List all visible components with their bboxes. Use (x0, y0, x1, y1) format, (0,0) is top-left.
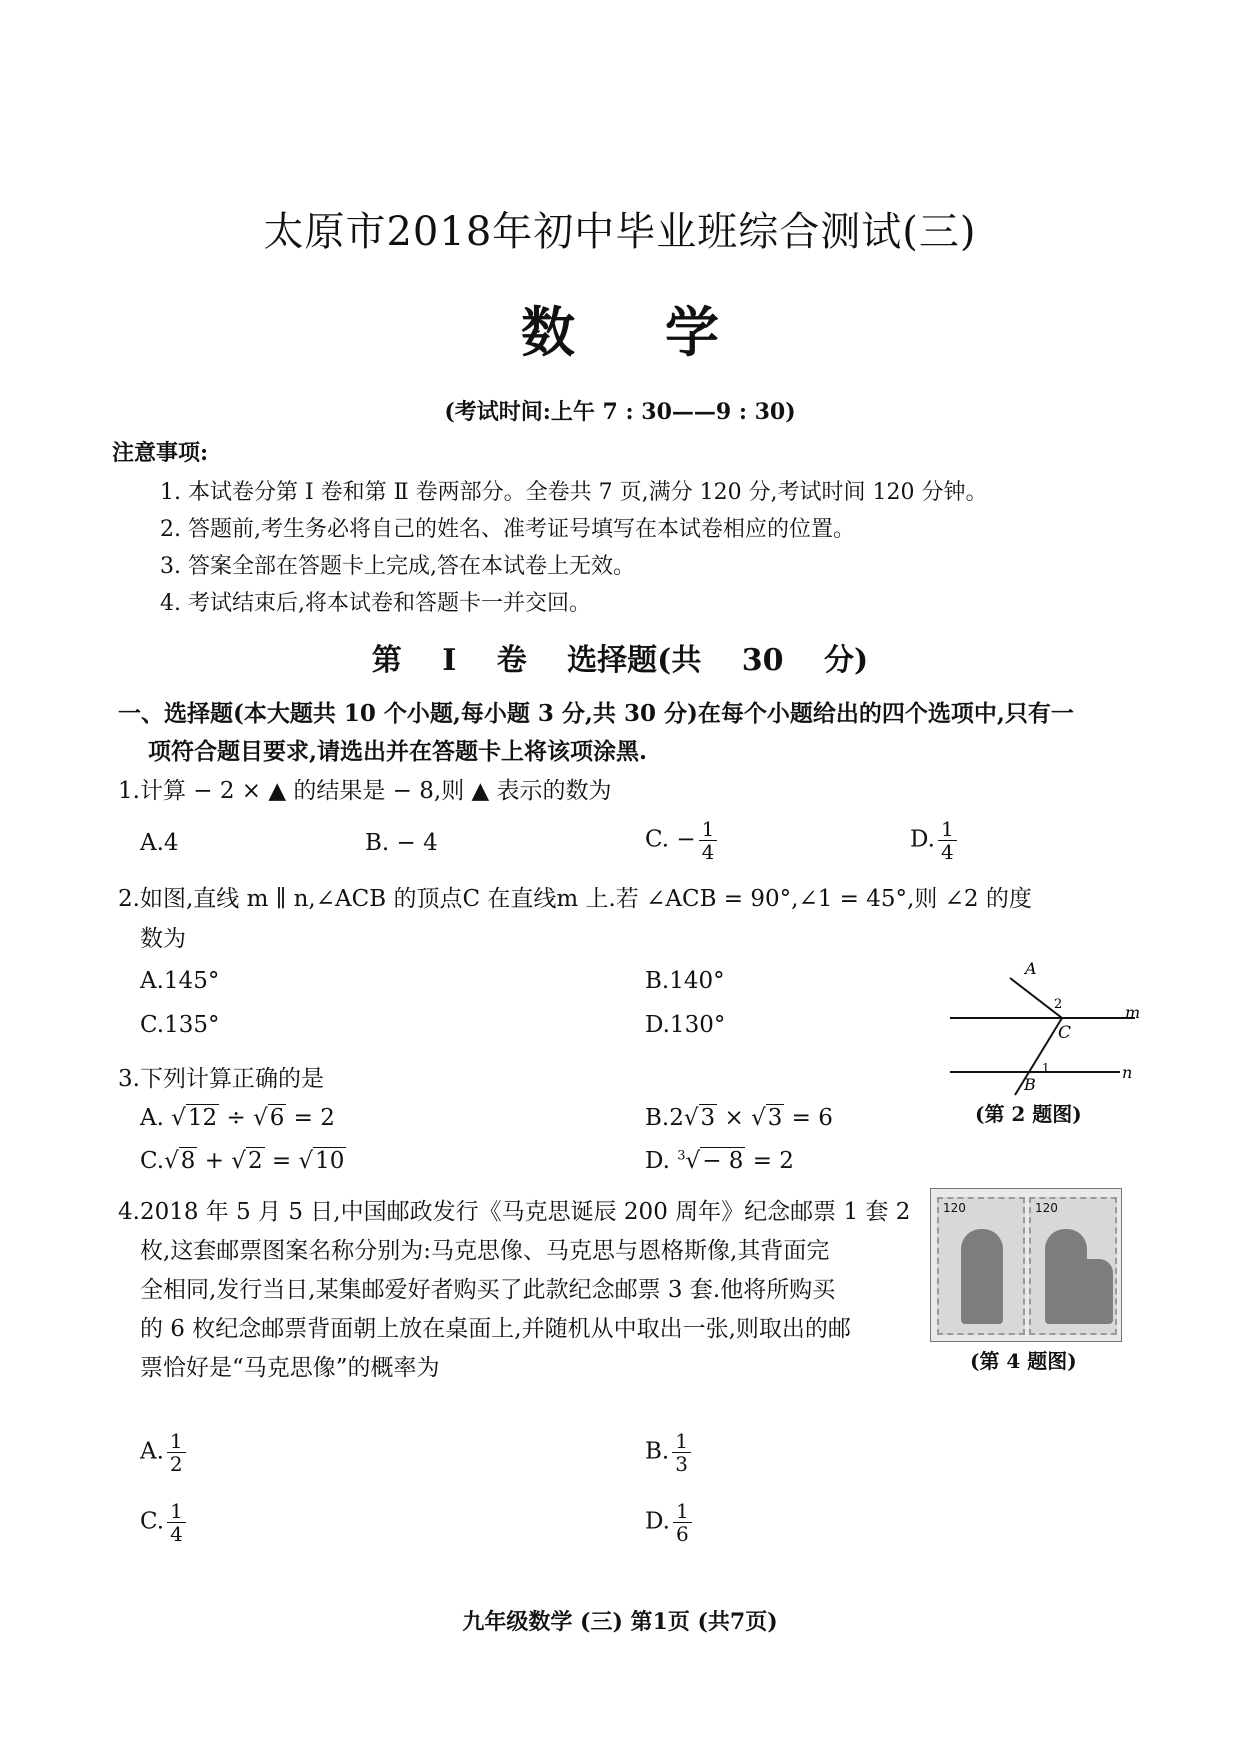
question-4-line: 票恰好是“马克思像”的概率为 (140, 1355, 440, 1381)
stamp-marx-engels: 120 (1029, 1197, 1117, 1335)
question-4-line: 4.2018 年 5 月 5 日,中国邮政发行《马克思诞辰 200 周年》纪念邮票 1 套 2 (118, 1199, 911, 1225)
question-4-line: 枚,这套邮票图案名称分别为:马克思像、马克思与恩格斯像,其背面完 (140, 1238, 830, 1264)
q3-option-d: D. $^3$√− 8 = 2 (645, 1148, 794, 1174)
stamp-image (930, 1188, 1122, 1342)
section-instruction-cont: 项符合题目要求,请选出并在答题卡上将该项涂黑. (148, 738, 648, 765)
notice-item: 3. 答案全部在答题卡上完成,答在本试卷上无效。 (160, 554, 635, 579)
question-4-line: 的 6 枚纪念邮票背面朝上放在桌面上,并随机从中取出一张,则取出的邮 (140, 1316, 851, 1342)
notice-item: 2. 答题前,考生务必将自己的姓名、准考证号填写在本试卷相应的位置。 (160, 517, 855, 542)
q1-option-d: D. $\frac{1}{4}$ (910, 818, 957, 863)
q2-option-b: B.140° (645, 968, 725, 994)
exam-time: (考试时间:上午 7 : 30——9 : 30) (444, 399, 796, 425)
notice-item: 1. 本试卷分第 Ⅰ 卷和第 Ⅱ 卷两部分。全卷共 7 页,满分 120 分,考试时间 120 分钟。 (160, 480, 988, 505)
q3-option-c: C.√8 + √2 = √10 (140, 1148, 345, 1174)
q2-figure-caption: (第 2 题图) (975, 1102, 1082, 1126)
q4-option-a: A. $\frac{1}{2}$ (140, 1430, 186, 1475)
q3-option-a: A. √12 ÷ √6 = 2 (140, 1105, 335, 1131)
q4-figure-caption: (第 4 题图) (970, 1349, 1077, 1373)
label-c: C (1058, 1023, 1072, 1043)
label-1: 1 (1042, 1061, 1050, 1075)
q2-option-a: A.145° (140, 968, 220, 994)
notice-item: 4. 考试结束后,将本试卷和答题卡一并交回。 (160, 591, 591, 616)
question-3-stem: 3.下列计算正确的是 (118, 1066, 324, 1092)
q2-option-d: D.130° (645, 1012, 726, 1038)
q4-option-b: B. $\frac{1}{3}$ (645, 1430, 691, 1475)
label-b: B (1024, 1075, 1036, 1094)
subject-title: 数学 (521, 300, 809, 364)
page-footer: 九年级数学 (三) 第1页 (共7页) (462, 1609, 778, 1635)
question-2-stem: 2.如图,直线 m ∥ n,∠ACB 的顶点C 在直线m 上.若 ∠ACB = 90°,∠1 = 45°,则 ∠2 的度 (118, 886, 1032, 912)
q4-option-d: D. $\frac{1}{6}$ (645, 1500, 692, 1545)
q2-option-c: C.135° (140, 1012, 220, 1038)
label-m: m (1125, 1003, 1140, 1022)
stamp-marx: 120 (937, 1197, 1025, 1335)
section-instruction: 一、选择题(本大题共 10 个小题,每小题 3 分,共 30 分)在每个小题给出的四个选项中,只有一 (118, 700, 1074, 727)
q1-option-b: B. − 4 (365, 830, 438, 856)
label-a: A (1025, 960, 1037, 978)
q2-geometry-figure (940, 960, 1140, 1120)
q1-option-a: A.4 (140, 830, 179, 856)
exam-title: 太原市2018年初中毕业班综合测试(三) (263, 209, 977, 255)
label-2: 2 (1054, 997, 1063, 1012)
segment-bc (1015, 1018, 1062, 1095)
label-n: n (1122, 1063, 1133, 1082)
q1-option-c: C. − $\frac{1}{4}$ (645, 818, 717, 863)
question-4-line: 全相同,发行当日,某集邮爱好者购买了此款纪念邮票 3 套.他将所购买 (140, 1277, 836, 1303)
q4-option-c: C. $\frac{1}{4}$ (140, 1500, 186, 1545)
question-2-stem-cont: 数为 (140, 926, 186, 952)
q3-option-b: B.2√3 × √3 = 6 (645, 1105, 833, 1131)
volume-heading: 第 Ⅰ 卷 选择题(共 30 分) (371, 643, 869, 678)
notice-heading: 注意事项: (112, 440, 209, 466)
question-1-stem: 1.计算 − 2 × ▲ 的结果是 − 8,则 ▲ 表示的数为 (118, 778, 612, 804)
